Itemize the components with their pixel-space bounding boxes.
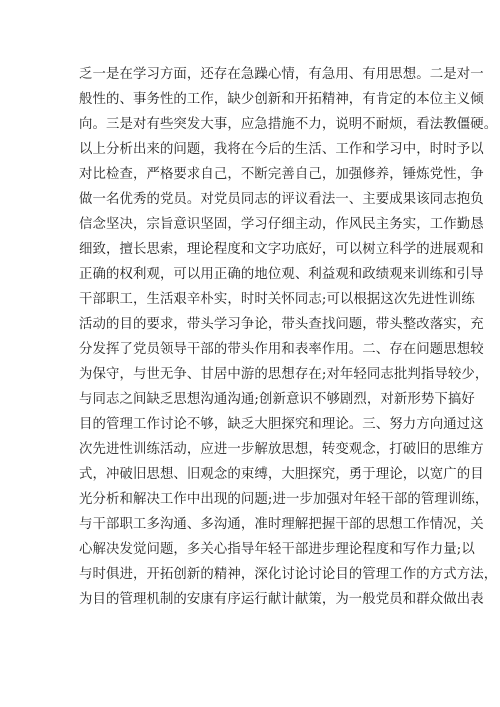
text-line: 细致，擅长思索，理论程度和文字功底好，可以树立科学的进展观和 xyxy=(79,242,484,257)
text-line: 光分析和解决工作中出现的问题;进一步加强对年轻干部的管理训练， xyxy=(79,492,489,507)
text-line: 乏一是在学习方面，还存在急躁心情，有急用、有用思想。二是对一 xyxy=(79,67,484,82)
text-line: 与时俱进，开拓创新的精神，深化讨论讨论目的管理工作的方式方法， xyxy=(79,567,498,582)
text-line: 与干部职工多沟通、多沟通，准时理解把握干部的思想工作情况，关 xyxy=(79,517,484,532)
text-line: 为目的管理机制的安康有序运行献计献策，为一般党员和群众做出表 xyxy=(79,592,484,607)
text-line: 正确的权利观，可以用正确的地位观、利益观和政绩观来训练和引导 xyxy=(79,267,484,282)
text-line: 为保守，与世无争、甘居中游的思想存在;对年轻同志批判指导较少， xyxy=(79,367,489,382)
text-line: 目的管理工作讨论不够，缺乏大胆探究和理论。三、努力方向通过这 xyxy=(79,417,484,432)
text-line: 分发挥了党员领导干部的带头作用和表率作用。二、存在问题思想较 xyxy=(79,342,484,357)
text-line: 以上分析出来的问题，我将在今后的生活、工作和学习中，时时予以 xyxy=(79,142,484,157)
text-line: 对比检查，严格要求自己，不断完善自己，加强修养，锤炼党性，争 xyxy=(79,167,484,182)
text-line: 向。三是对有些突发大事，应急措施不力，说明不耐烦，看法教僵硬。 xyxy=(79,117,498,132)
text-line: 式，冲破旧思想、旧观念的束缚，大胆探究，勇于理论，以宽广的目 xyxy=(79,467,484,482)
text-line: 干部职工，生活艰辛朴实，时时关怀同志;可以根据这次先进性训练 xyxy=(79,292,475,307)
text-line: 次先进性训练活动，应进一步解放思想，转变观念，打破旧的思维方 xyxy=(79,442,484,457)
text-line: 与同志之间缺乏思想沟通沟通;创新意识不够剧烈，对新形势下搞好 xyxy=(79,392,475,407)
text-line: 信念坚决，宗旨意识坚固，学习仔细主动，作风民主务实，工作勤恳 xyxy=(79,217,484,232)
text-line: 做一名优秀的党员。对党员同志的评议看法一、主要成果该同志抱负 xyxy=(79,192,484,207)
text-line: 活动的目的要求，带头学习争论，带头查找问题，带头整改落实，充 xyxy=(79,317,484,332)
body-text xyxy=(79,62,498,612)
text-line: 般性的、事务性的工作，缺少创新和开拓精神，有肯定的本位主义倾 xyxy=(79,92,484,107)
text-line: 心解决发觉问题，多关心指导年轻干部进步理论程度和写作力量;以 xyxy=(79,542,475,557)
